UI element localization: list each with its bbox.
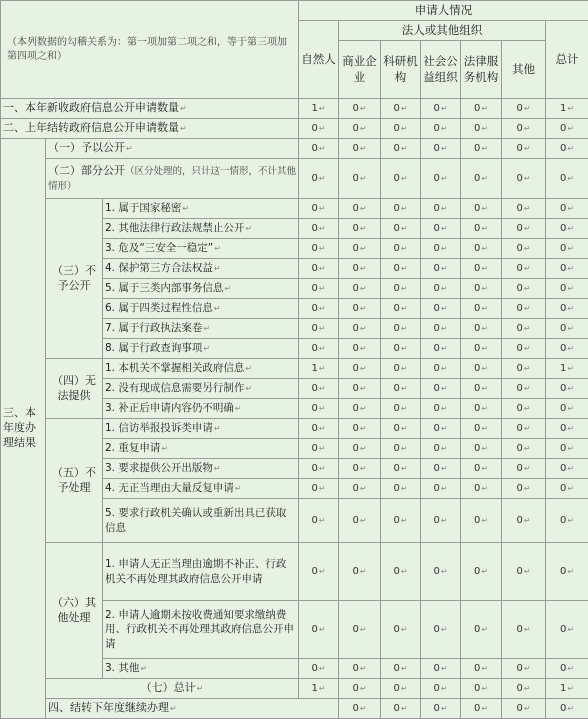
value-cell: 0 ↵: [299, 299, 339, 319]
value-cell: 0 ↵: [546, 499, 588, 543]
row-label: 7. 属于行政执法案卷 ↵: [103, 319, 299, 339]
row-label: 1. 信访举报投诉类申请 ↵: [103, 419, 299, 439]
value-cell: 0 ↵: [299, 419, 339, 439]
value-cell: 0 ↵: [381, 359, 421, 379]
value-cell: 0 ↵: [381, 601, 421, 659]
value-cell: 0 ↵: [502, 601, 546, 659]
value-cell: 0 ↵: [381, 399, 421, 419]
value-cell: 0 ↵: [546, 159, 588, 199]
value-cell: 0 ↵: [546, 339, 588, 359]
row-label: 2. 申请人逾期未按收费通知要求缴纳费用、行政机关不再处理其政府信息公开申请: [103, 601, 299, 659]
value-cell: 0 ↵: [461, 439, 502, 459]
value-cell: 0 ↵: [546, 659, 588, 679]
value-cell: 0 ↵: [546, 199, 588, 219]
value-cell: 0 ↵: [502, 659, 546, 679]
value-cell: 0 ↵: [546, 139, 588, 159]
row-label: 2. 重复申请 ↵: [103, 439, 299, 459]
value-cell: 0 ↵: [502, 259, 546, 279]
value-cell: 0 ↵: [421, 199, 461, 219]
value-cell: 0 ↵: [461, 119, 502, 139]
value-cell: 0 ↵: [546, 439, 588, 459]
table-row: [1, 699, 588, 719]
group-label-not-processed: （五）不予处理: [46, 419, 103, 543]
value-cell: 0 ↵: [339, 679, 381, 699]
value-cell: 0 ↵: [381, 419, 421, 439]
value-cell: 0 ↵: [461, 499, 502, 543]
value-cell: 0 ↵: [299, 259, 339, 279]
row-label: 3. 危及“三安全一稳定” ↵: [103, 239, 299, 259]
value-cell: 0 ↵: [502, 699, 546, 719]
value-cell: 0 ↵: [502, 99, 546, 119]
value-cell: 0 ↵: [339, 219, 381, 239]
value-cell: 0 ↵: [461, 139, 502, 159]
value-cell: 0 ↵: [421, 379, 461, 399]
value-cell: 0 ↵: [299, 339, 339, 359]
value-cell: 0 ↵: [339, 439, 381, 459]
table-row: [1, 359, 588, 379]
row-label-note: （区分处理的，只计这一情形，不计其他情形）: [48, 165, 297, 192]
value-cell: 0 ↵: [421, 159, 461, 199]
value-cell: 0 ↵: [546, 319, 588, 339]
value-cell: 0 ↵: [502, 299, 546, 319]
value-cell: 0 ↵: [461, 339, 502, 359]
legal-service-header: 法律服务机构: [461, 41, 502, 99]
table-row: [1, 159, 588, 199]
value-cell: 0 ↵: [381, 679, 421, 699]
value-cell: 0 ↵: [421, 543, 461, 601]
value-cell: 0 ↵: [381, 319, 421, 339]
header-note: （本列数据的勾稽关系为：第一项加第二项之和，等于第三项加第四项之和）: [1, 1, 299, 99]
value-cell: 0 ↵: [339, 419, 381, 439]
value-cell: 0 ↵: [502, 499, 546, 543]
row-label: 1. 申请人无正当理由逾期不补正、行政机关不再处理其政府信息公开申请: [103, 543, 299, 601]
value-cell: 1 ↵: [299, 99, 339, 119]
value-cell: 0 ↵: [381, 339, 421, 359]
value-cell: 0 ↵: [421, 99, 461, 119]
value-cell: 0 ↵: [421, 499, 461, 543]
value-cell: 0 ↵: [299, 279, 339, 299]
value-cell: 0 ↵: [461, 399, 502, 419]
value-cell: 0 ↵: [421, 339, 461, 359]
value-cell: 0 ↵: [502, 319, 546, 339]
row-label: 1. 属于国家秘密 ↵: [103, 199, 299, 219]
value-cell: 0 ↵: [381, 199, 421, 219]
row-label: 4. 无正当理由大量反复申请 ↵: [103, 479, 299, 499]
value-cell: 0 ↵: [546, 279, 588, 299]
row-label: 5. 属于三类内部事务信息 ↵: [103, 279, 299, 299]
row-label: 四、结转下年度继续办理 ↵: [46, 699, 339, 719]
value-cell: 0 ↵: [381, 459, 421, 479]
value-cell: 0 ↵: [461, 219, 502, 239]
value-cell: 0 ↵: [546, 119, 588, 139]
value-cell: 0 ↵: [461, 659, 502, 679]
value-cell: 0 ↵: [339, 399, 381, 419]
value-cell: 0 ↵: [339, 499, 381, 543]
other-header: 其他: [502, 41, 546, 99]
value-cell: 0 ↵: [461, 543, 502, 601]
value-cell: 0 ↵: [339, 659, 381, 679]
value-cell: 0 ↵: [339, 259, 381, 279]
value-cell: 0 ↵: [421, 139, 461, 159]
value-cell: 0 ↵: [546, 543, 588, 601]
value-cell: 0 ↵: [381, 479, 421, 499]
value-cell: 0 ↵: [339, 99, 381, 119]
value-cell: 0 ↵: [546, 601, 588, 659]
value-cell: 0 ↵: [299, 499, 339, 543]
value-cell: 0 ↵: [502, 543, 546, 601]
value-cell: 0 ↵: [381, 659, 421, 679]
value-cell: 0 ↵: [421, 119, 461, 139]
value-cell: 0 ↵: [381, 699, 421, 719]
commercial-header: 商业企业: [339, 41, 381, 99]
value-cell: 0 ↵: [546, 239, 588, 259]
value-cell: 0 ↵: [381, 259, 421, 279]
value-cell: 0 ↵: [461, 199, 502, 219]
value-cell: 0 ↵: [546, 419, 588, 439]
value-cell: 0 ↵: [461, 699, 502, 719]
value-cell: 0 ↵: [299, 319, 339, 339]
value-cell: 0 ↵: [381, 499, 421, 543]
value-cell: 0 ↵: [339, 299, 381, 319]
value-cell: 0 ↵: [546, 379, 588, 399]
value-cell: 0 ↵: [299, 139, 339, 159]
value-cell: 0 ↵: [339, 199, 381, 219]
value-cell: 0 ↵: [339, 339, 381, 359]
value-cell: 0 ↵: [502, 439, 546, 459]
table-row: [1, 679, 588, 699]
value-cell: 0 ↵: [339, 379, 381, 399]
value-cell: 0 ↵: [339, 543, 381, 601]
value-cell: 0 ↵: [546, 299, 588, 319]
value-cell: 0 ↵: [299, 479, 339, 499]
value-cell: 0 ↵: [461, 459, 502, 479]
value-cell: 0 ↵: [299, 439, 339, 459]
value-cell: 0 ↵: [339, 159, 381, 199]
value-cell: 0 ↵: [381, 219, 421, 239]
value-cell: 0 ↵: [502, 399, 546, 419]
value-cell: 0 ↵: [381, 279, 421, 299]
row-label: （七）总计 ↵: [46, 679, 299, 699]
value-cell: 0 ↵: [381, 239, 421, 259]
value-cell: 0 ↵: [546, 479, 588, 499]
row-label: 6. 属于四类过程性信息 ↵: [103, 299, 299, 319]
row-label: 二、上年结转政府信息公开申请数量 ↵: [1, 119, 299, 139]
value-cell: 1 ↵: [546, 679, 588, 699]
table-row: [1, 139, 588, 159]
value-cell: 0 ↵: [421, 279, 461, 299]
value-cell: 0 ↵: [421, 679, 461, 699]
value-cell: 1 ↵: [299, 679, 339, 699]
value-cell: 0 ↵: [299, 459, 339, 479]
value-cell: 0 ↵: [339, 479, 381, 499]
value-cell: 1 ↵: [299, 359, 339, 379]
row-label: 3. 其他 ↵: [103, 659, 299, 679]
total-header: 总计: [546, 21, 588, 99]
row-label: 8. 属于行政查询事项 ↵: [103, 339, 299, 359]
value-cell: 0 ↵: [421, 319, 461, 339]
value-cell: 0 ↵: [381, 379, 421, 399]
value-cell: 0 ↵: [339, 239, 381, 259]
value-cell: 0 ↵: [502, 279, 546, 299]
value-cell: 0 ↵: [461, 359, 502, 379]
value-cell: 0 ↵: [421, 299, 461, 319]
value-cell: 0 ↵: [461, 419, 502, 439]
table-row: [1, 419, 588, 439]
value-cell: 0 ↵: [339, 279, 381, 299]
social-welfare-header: 社会公益组织: [421, 41, 461, 99]
group-label-other-processing: （六）其他处理: [46, 543, 103, 679]
natural-person-header: 自然人: [299, 21, 339, 99]
value-cell: 0 ↵: [421, 219, 461, 239]
value-cell: 0 ↵: [502, 199, 546, 219]
value-cell: 0 ↵: [339, 699, 381, 719]
value-cell: 0 ↵: [299, 159, 339, 199]
table-row: [1, 543, 588, 601]
row-label: 1. 本机关不掌握相关政府信息 ↵: [103, 359, 299, 379]
value-cell: 0 ↵: [502, 239, 546, 259]
row-label: 5. 要求行政机关确认或重新出具已获取信息: [103, 499, 299, 543]
value-cell: 0 ↵: [461, 99, 502, 119]
value-cell: 0 ↵: [381, 159, 421, 199]
value-cell: 0 ↵: [546, 699, 588, 719]
value-cell: 0 ↵: [381, 139, 421, 159]
row-label: 2. 没有现成信息需要另行制作 ↵: [103, 379, 299, 399]
value-cell: 1 ↵: [546, 359, 588, 379]
value-cell: 0 ↵: [461, 319, 502, 339]
value-cell: 0 ↵: [381, 119, 421, 139]
value-cell: 0 ↵: [299, 219, 339, 239]
row-label: 2. 其他法律行政法规禁止公开 ↵: [103, 219, 299, 239]
value-cell: 0 ↵: [299, 601, 339, 659]
value-cell: 0 ↵: [339, 359, 381, 379]
value-cell: 0 ↵: [421, 659, 461, 679]
value-cell: 0 ↵: [381, 543, 421, 601]
value-cell: 0 ↵: [461, 299, 502, 319]
value-cell: 0 ↵: [299, 543, 339, 601]
value-cell: 0 ↵: [502, 119, 546, 139]
value-cell: 0 ↵: [461, 159, 502, 199]
value-cell: 0 ↵: [461, 259, 502, 279]
value-cell: 0 ↵: [502, 479, 546, 499]
value-cell: 0 ↵: [421, 439, 461, 459]
value-cell: 0 ↵: [299, 199, 339, 219]
row-label: 一、本年新收政府信息公开申请数量 ↵: [1, 99, 299, 119]
value-cell: 0 ↵: [461, 601, 502, 659]
value-cell: 0 ↵: [421, 699, 461, 719]
row-label: [46, 159, 299, 199]
value-cell: 0 ↵: [502, 679, 546, 699]
value-cell: 0 ↵: [299, 379, 339, 399]
value-cell: 0 ↵: [299, 119, 339, 139]
value-cell: 0 ↵: [502, 459, 546, 479]
value-cell: 0 ↵: [546, 219, 588, 239]
value-cell: 0 ↵: [421, 479, 461, 499]
value-cell: 0 ↵: [461, 239, 502, 259]
value-cell: 0 ↵: [502, 379, 546, 399]
value-cell: 0 ↵: [502, 359, 546, 379]
applicant-situation-header: 申请人情况: [299, 1, 588, 21]
value-cell: 0 ↵: [381, 299, 421, 319]
table-row: [1, 119, 588, 139]
value-cell: 0 ↵: [421, 359, 461, 379]
value-cell: 0 ↵: [381, 439, 421, 459]
value-cell: 0 ↵: [546, 399, 588, 419]
value-cell: 0 ↵: [502, 419, 546, 439]
value-cell: 0 ↵: [339, 139, 381, 159]
research-header: 科研机构: [381, 41, 421, 99]
row-label: 3. 要求提供公开出版物 ↵: [103, 459, 299, 479]
row-label-main: （二）部分公开: [48, 163, 125, 177]
value-cell: 0 ↵: [421, 399, 461, 419]
value-cell: 0 ↵: [502, 339, 546, 359]
value-cell: 0 ↵: [461, 479, 502, 499]
group-label-not-disclosed: （三）不予公开: [46, 199, 103, 359]
value-cell: 0 ↵: [502, 219, 546, 239]
value-cell: 1 ↵: [546, 99, 588, 119]
section3-label: 三、本年度办理结果: [1, 139, 46, 719]
group-label-unable-to-provide: （四）无法提供: [46, 359, 103, 419]
value-cell: 0 ↵: [421, 459, 461, 479]
value-cell: 0 ↵: [421, 259, 461, 279]
value-cell: 0 ↵: [421, 601, 461, 659]
value-cell: 0 ↵: [421, 239, 461, 259]
row-label: 4. 保护第三方合法权益 ↵: [103, 259, 299, 279]
value-cell: 0 ↵: [339, 119, 381, 139]
value-cell: 0 ↵: [461, 279, 502, 299]
table-row: [1, 199, 588, 219]
value-cell: 0 ↵: [299, 659, 339, 679]
value-cell: 0 ↵: [461, 679, 502, 699]
value-cell: 0 ↵: [421, 419, 461, 439]
value-cell: 0 ↵: [381, 99, 421, 119]
table-row: [1, 99, 588, 119]
value-cell: 0 ↵: [339, 459, 381, 479]
value-cell: 0 ↵: [502, 159, 546, 199]
row-label: （一）予以公开 ↵: [46, 139, 299, 159]
value-cell: 0 ↵: [461, 379, 502, 399]
value-cell: 0 ↵: [502, 139, 546, 159]
value-cell: 0 ↵: [339, 601, 381, 659]
legal-person-group-header: 法人或其他组织: [339, 21, 546, 41]
value-cell: 0 ↵: [299, 399, 339, 419]
value-cell: 0 ↵: [546, 259, 588, 279]
value-cell: 0 ↵: [546, 459, 588, 479]
value-cell: 0 ↵: [339, 319, 381, 339]
value-cell: 0 ↵: [299, 239, 339, 259]
row-label: 3. 补正后申请内容仍不明确 ↵: [103, 399, 299, 419]
